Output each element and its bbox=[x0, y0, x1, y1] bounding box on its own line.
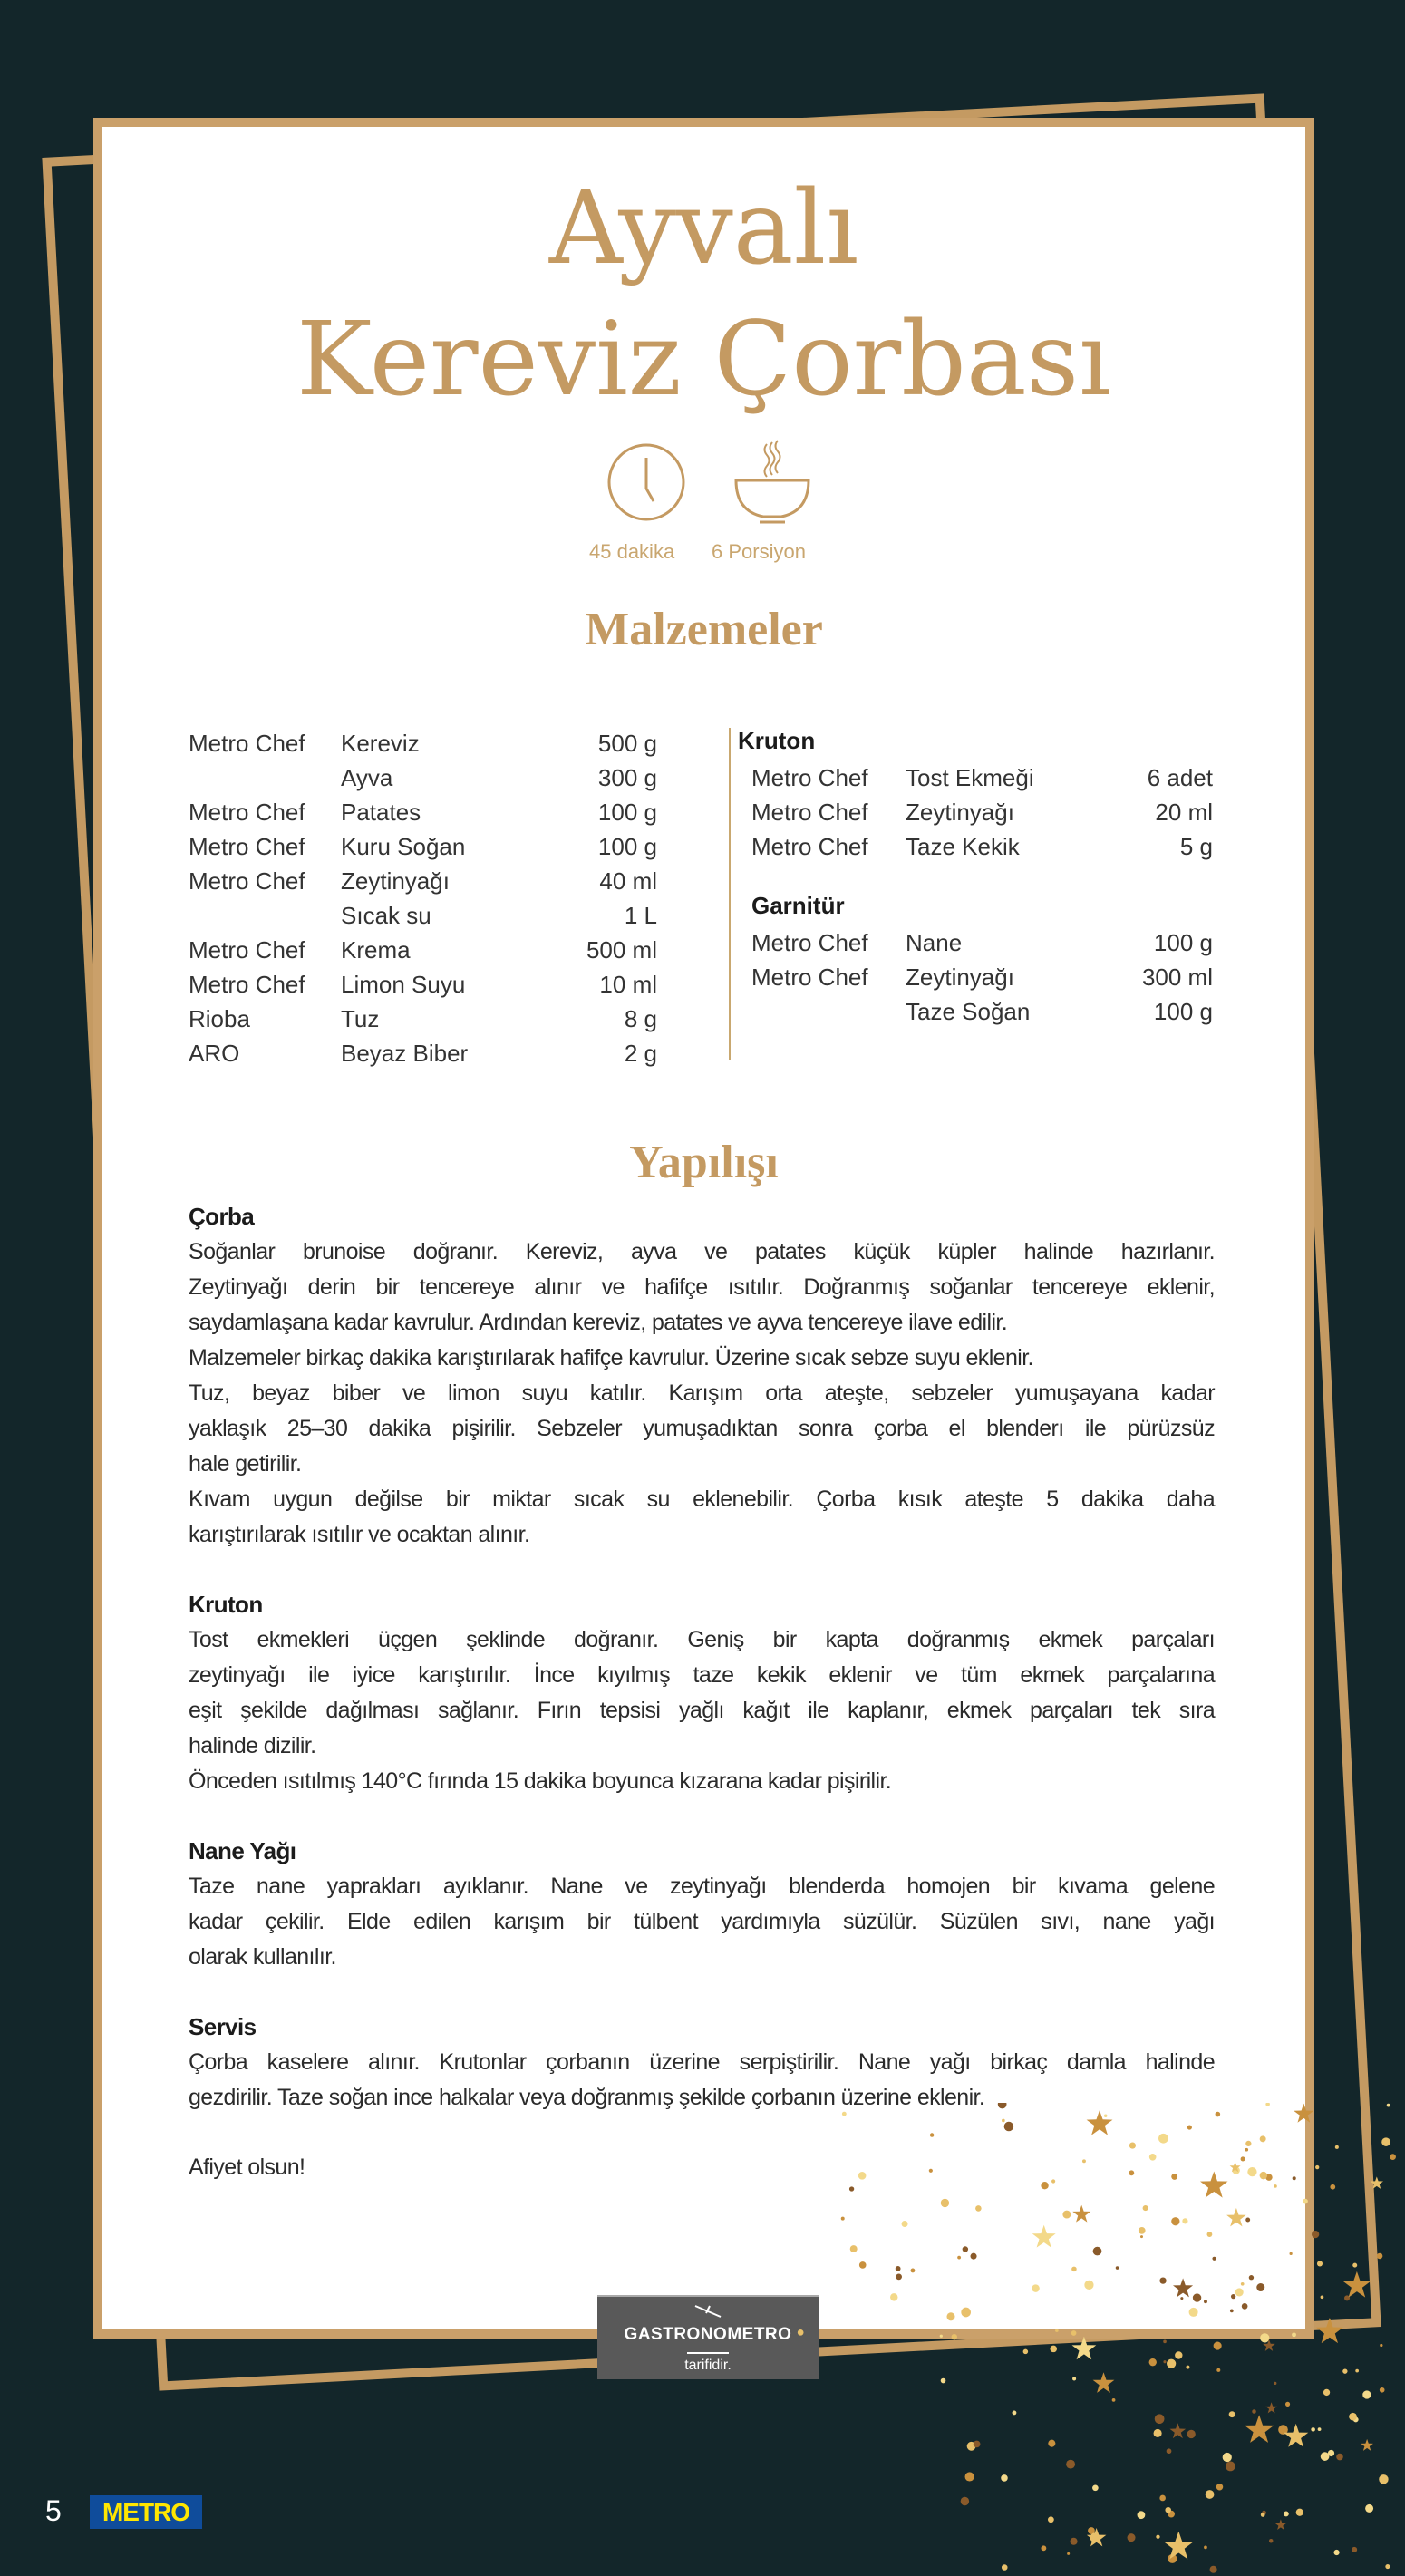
sparkle-dot bbox=[930, 2133, 934, 2136]
sparkle-dot bbox=[1048, 2516, 1054, 2523]
sparkle-dot bbox=[1390, 2154, 1396, 2160]
sparkle-dot bbox=[1041, 2182, 1048, 2189]
sparkle-star-icon bbox=[1072, 2337, 1097, 2360]
sparkle-dot bbox=[1165, 2507, 1171, 2513]
sparkle-dot bbox=[1256, 2283, 1264, 2291]
ingredient-name: Zeytinyağı bbox=[906, 799, 1014, 826]
ingredient-row bbox=[0, 760, 1405, 795]
sparkle-dot bbox=[1071, 2267, 1077, 2272]
sparkle-dot bbox=[1001, 2474, 1008, 2482]
chef-knife-icon bbox=[690, 2302, 726, 2320]
ingredient-name: Tuz bbox=[341, 1005, 380, 1032]
sparkle-dot bbox=[1116, 2266, 1119, 2270]
ingredient-name: Ayva bbox=[341, 764, 393, 791]
sparkle-dot bbox=[1284, 2512, 1289, 2517]
sparkle-dot bbox=[1159, 2495, 1166, 2502]
method-line: Taze nane yaprakları ayıklanır. Nane ve zeytinyağı blenderda homojen bir kıvama gelene bbox=[189, 1874, 1215, 1899]
method-line: olarak kullanılır. bbox=[189, 1944, 336, 1970]
method-line: Malzemeler birkaç dakika karıştırılarak hafifçe kavrulur. Üzerine sıcak sebze suyu eklenir. bbox=[189, 1345, 1033, 1370]
ingredient-row bbox=[0, 829, 1405, 864]
sparkle-dot bbox=[1352, 2263, 1357, 2268]
ingredient-name: Kereviz bbox=[341, 730, 420, 757]
sparkle-dot bbox=[1002, 2564, 1008, 2571]
method-line: Önceden ısıtılmış 140°C fırında 15 dakika boyunca kızarana kadar pişirilir. bbox=[189, 1768, 892, 1794]
sparkle-dot bbox=[1092, 2484, 1099, 2491]
ingredient-name: Beyaz Biber bbox=[341, 1040, 469, 1067]
method-section bbox=[189, 1587, 1215, 1799]
ingredient-row bbox=[0, 960, 1405, 994]
sparkle-dot bbox=[1048, 2440, 1055, 2447]
sparkle-dot bbox=[1163, 2340, 1167, 2344]
sparkle-dot bbox=[1050, 2346, 1057, 2353]
sparkle-dot bbox=[1303, 2199, 1308, 2204]
ingredient-name: Krema bbox=[341, 936, 411, 964]
sparkle-star-icon bbox=[1245, 2415, 1274, 2443]
sparkle-dot bbox=[1223, 2453, 1232, 2462]
ingredient-brand: Metro Chef bbox=[189, 971, 305, 998]
method-heading: Yapılışı bbox=[629, 1137, 779, 1188]
method-line: hale getirilir. bbox=[189, 1451, 302, 1477]
sparkle-dot bbox=[1311, 2427, 1315, 2432]
sparkle-dot bbox=[1380, 2387, 1385, 2393]
sparkle-dot bbox=[1204, 2546, 1207, 2550]
ingredient-row bbox=[0, 1036, 1405, 1070]
sparkle-dot bbox=[1296, 2509, 1303, 2516]
gold-sparkles-decoration bbox=[761, 2103, 1405, 2576]
method-line: zeytinyağı ile iyice karıştırılır. İnce kıyılmış taze kekik eklenir ve tüm ekmek parçalarına bbox=[189, 1662, 1215, 1688]
sparkle-star-icon bbox=[1265, 2402, 1277, 2413]
sparkle-dot bbox=[1265, 2103, 1270, 2106]
sparkle-dot bbox=[1041, 2545, 1046, 2551]
method-line: Soğanlar brunoise doğranır. Kereviz, ayva ve patates küçük küpler halinde hazırlanır. bbox=[189, 1239, 1215, 1264]
method-section bbox=[189, 1834, 1215, 1975]
sparkle-star-icon bbox=[1072, 2205, 1090, 2223]
sparkle-dot bbox=[1362, 2390, 1371, 2398]
sparkle-dot bbox=[1129, 2142, 1136, 2148]
ingredient-brand: Metro Chef bbox=[189, 799, 305, 826]
ingredient-name: Patates bbox=[341, 799, 422, 826]
ingredient-amount: 40 ml bbox=[599, 867, 657, 895]
ingredient-name: Limon Suyu bbox=[341, 971, 466, 998]
sparkle-star-icon bbox=[1275, 2519, 1286, 2530]
sparkle-dot bbox=[1171, 2174, 1177, 2180]
sparkle-dot bbox=[1055, 2329, 1059, 2332]
servings-label: 6 Porsiyon bbox=[712, 540, 806, 563]
sparkle-dot bbox=[1365, 2504, 1373, 2513]
sparkle-star-icon bbox=[1200, 2172, 1228, 2198]
sparkle-dot bbox=[1355, 2369, 1359, 2373]
ingredient-amount: 8 g bbox=[624, 1005, 657, 1032]
sparkle-star-icon bbox=[1032, 2225, 1056, 2248]
sparkle-dot bbox=[1231, 2294, 1235, 2299]
ingredient-brand: ARO bbox=[189, 1040, 240, 1067]
sparkle-dot bbox=[961, 2308, 971, 2318]
sparkle-dot bbox=[1274, 2184, 1277, 2188]
ingredient-name: Zeytinyağı bbox=[906, 964, 1014, 991]
sparkle-dot bbox=[1229, 2411, 1235, 2417]
ingredient-row bbox=[0, 795, 1405, 829]
method-line: Zeytinyağı derin bir tencereye alınır ve hafifçe ısıtılır. Doğranmış soğanlar tencereye eklenir, bbox=[189, 1274, 1215, 1300]
ingredient-amount: 100 g bbox=[597, 799, 657, 826]
sparkle-dot bbox=[1285, 2402, 1290, 2407]
ingredient-name: Taze Soğan bbox=[906, 998, 1031, 1025]
sparkle-dot bbox=[1292, 2332, 1296, 2337]
time-label: 45 dakika bbox=[589, 540, 675, 563]
method-line: yaklaşık 25–30 dakika pişirilir. Sebzeler yumuşadıktan sonra çorba el blenderı ile pürüzsüz bbox=[189, 1416, 1215, 1441]
sparkle-dot bbox=[1342, 2368, 1347, 2373]
sparkle-dot bbox=[1167, 2359, 1176, 2368]
ingredient-brand: Metro Chef bbox=[751, 833, 868, 860]
ingredient-name: Kuru Soğan bbox=[341, 833, 466, 860]
sparkle-dot bbox=[1004, 2122, 1014, 2132]
sparkle-dot bbox=[940, 2335, 943, 2338]
sparkle-dot bbox=[1189, 2308, 1198, 2317]
sparkle-dot bbox=[859, 2261, 867, 2269]
ingredient-brand: Metro Chef bbox=[189, 867, 305, 895]
sparkle-dot bbox=[1293, 2176, 1296, 2180]
method-line: Kıvam uygun değilse bir miktar sıcak su eklenebilir. Çorba kısık ateşte 5 dakika daha bbox=[189, 1487, 1215, 1512]
sparkle-dot bbox=[1159, 2277, 1166, 2283]
ingredient-name: Taze Kekik bbox=[906, 833, 1020, 860]
ingredient-row bbox=[0, 994, 1405, 1029]
sparkle-dot bbox=[1380, 2344, 1382, 2347]
sparkle-dot bbox=[1143, 2205, 1148, 2211]
sparkle-dot bbox=[1235, 2288, 1244, 2296]
sparkle-dot bbox=[929, 2169, 933, 2173]
method-subheading: Nane Yağı bbox=[189, 1837, 296, 1864]
soup-bowl-icon bbox=[727, 437, 814, 526]
ingredient-brand: Metro Chef bbox=[189, 936, 305, 964]
ingredient-amount: 6 adet bbox=[1147, 764, 1213, 791]
sparkle-dot bbox=[841, 2217, 845, 2221]
sparkle-dot bbox=[1206, 2490, 1215, 2499]
badge-divider bbox=[687, 2352, 729, 2354]
ingredient-row bbox=[0, 726, 1405, 760]
sparkle-dot bbox=[858, 2172, 867, 2180]
ingredient-amount: 100 g bbox=[597, 833, 657, 860]
sparkle-dot bbox=[1261, 2513, 1265, 2517]
sparkle-dot bbox=[1245, 2148, 1248, 2152]
sparkle-dot bbox=[1067, 2552, 1070, 2555]
sparkle-dot bbox=[1032, 2284, 1039, 2291]
ingredient-brand: Metro Chef bbox=[189, 833, 305, 860]
closing-text: Afiyet olsun! bbox=[189, 2155, 305, 2180]
sparkle-dot bbox=[1260, 2333, 1269, 2342]
sparkle-dot bbox=[1139, 2227, 1146, 2234]
ingredients-heading: Malzemeler bbox=[585, 604, 823, 655]
sparkle-dot bbox=[1385, 2564, 1390, 2569]
sparkle-dot bbox=[1093, 2247, 1102, 2256]
sparkle-dot bbox=[1216, 2484, 1223, 2490]
sparkle-dot bbox=[1212, 2257, 1216, 2261]
page-number: 5 bbox=[45, 2494, 62, 2527]
sparkle-dot bbox=[1140, 2235, 1143, 2238]
sparkle-dot bbox=[1204, 2300, 1207, 2303]
sparkle-dot bbox=[1377, 2253, 1383, 2260]
sparkle-dot bbox=[1128, 2533, 1136, 2542]
method-subheading: Kruton bbox=[189, 1591, 263, 1618]
sparkle-dot bbox=[798, 2329, 804, 2336]
sparkle-dot bbox=[1321, 2295, 1324, 2299]
sparkle-dot bbox=[1186, 2366, 1189, 2369]
sparkle-dot bbox=[1002, 2119, 1005, 2123]
ingredient-name: Nane bbox=[906, 929, 963, 956]
sparkle-dot bbox=[1242, 2303, 1248, 2310]
sparkle-dot bbox=[1349, 2413, 1357, 2421]
sparkle-star-icon bbox=[1164, 2532, 1193, 2560]
sparkle-star-icon bbox=[1173, 2278, 1193, 2297]
ingredient-amount: 500 ml bbox=[586, 936, 657, 964]
sparkle-star-icon bbox=[1316, 2318, 1343, 2343]
sparkle-dot bbox=[1290, 2252, 1293, 2255]
recipe-title-line1: Ayvalı bbox=[548, 169, 859, 287]
sparkle-dot bbox=[1187, 2430, 1196, 2438]
sparkle-dot bbox=[1333, 2550, 1339, 2555]
sparkle-dot bbox=[1129, 2170, 1134, 2175]
sparkle-dot bbox=[1066, 2460, 1075, 2469]
sparkle-dot bbox=[998, 2103, 1007, 2108]
ingredient-brand: Metro Chef bbox=[189, 730, 305, 757]
metro-logo: METRO bbox=[90, 2495, 202, 2529]
ingredient-amount: 5 g bbox=[1179, 833, 1213, 860]
sparkle-dot bbox=[1315, 2165, 1319, 2169]
ingredient-name: Sıcak su bbox=[341, 902, 431, 929]
method-subheading: Çorba bbox=[189, 1203, 255, 1230]
sparkle-dot bbox=[1155, 2414, 1165, 2424]
clock-icon bbox=[606, 441, 687, 523]
method-line: gezdirilir. Taze soğan ince halkalar veya doğranmış şekilde çorbanın üzerine eklenir. bbox=[189, 2085, 985, 2110]
sparkle-dot bbox=[1381, 2137, 1390, 2146]
sparkle-dot bbox=[849, 2186, 854, 2191]
sparkle-dot bbox=[1149, 2154, 1157, 2161]
sparkle-dot bbox=[963, 2246, 968, 2252]
ingredient-brand: Metro Chef bbox=[751, 929, 868, 956]
sparkle-dot bbox=[1335, 2145, 1339, 2149]
sparkle-dot bbox=[1330, 2184, 1335, 2190]
ingredient-amount: 10 ml bbox=[599, 971, 657, 998]
sparkle-dot bbox=[1336, 2454, 1343, 2461]
sparkle-dot bbox=[1051, 2179, 1055, 2183]
sparkle-dot bbox=[1062, 2211, 1071, 2219]
method-line: karıştırılarak ısıtılır ve ocaktan alınır. bbox=[189, 1522, 530, 1547]
method-line: Tuz, beyaz biber ve limon suyu katılır. Karışım orta ateşte, sebzeler yumuşayana kadar bbox=[189, 1380, 1215, 1406]
kruton-ingredients-heading: Kruton bbox=[738, 727, 816, 754]
sparkle-dot bbox=[1071, 2330, 1077, 2336]
sparkle-dot bbox=[1226, 2462, 1235, 2472]
sparkle-dot bbox=[1023, 2349, 1029, 2355]
ingredient-row bbox=[0, 864, 1405, 898]
sparkle-dot bbox=[902, 2221, 908, 2227]
sparkle-dot bbox=[1072, 2377, 1076, 2380]
sparkle-dot bbox=[1214, 2341, 1222, 2349]
sparkle-dot bbox=[1321, 2452, 1330, 2461]
method-line: Çorba kaselere alınır. Krutonlar çorbanın üzerine serpiştirilir. Nane yağı birkaç damla halinde bbox=[189, 2049, 1215, 2075]
sparkle-star-icon bbox=[1226, 2208, 1246, 2227]
ingredient-brand: Metro Chef bbox=[751, 764, 868, 791]
sparkle-dot bbox=[1241, 2282, 1245, 2286]
sparkle-dot bbox=[1082, 2159, 1086, 2163]
sparkle-dot bbox=[1260, 2172, 1267, 2179]
method-section bbox=[189, 1199, 1215, 1553]
sparkle-dot bbox=[1154, 2429, 1162, 2437]
sparkle-dot bbox=[911, 2269, 916, 2273]
ingredient-amount: 100 g bbox=[1153, 929, 1213, 956]
sparkle-dot bbox=[1318, 2427, 1322, 2431]
sparkle-dot bbox=[1216, 2112, 1221, 2117]
sparkle-dot bbox=[1175, 2351, 1182, 2358]
ingredient-amount: 1 L bbox=[624, 902, 657, 929]
sparkle-star-icon bbox=[1361, 2439, 1373, 2451]
sparkle-dot bbox=[975, 2205, 982, 2212]
ingredient-brand: Rioba bbox=[189, 1005, 250, 1032]
sparkle-dot bbox=[1210, 2566, 1217, 2573]
sparkle-dot bbox=[850, 2245, 858, 2252]
method-line: saydamlaşana kadar kavrulur. Ardından kereviz, patates ve ayva tencereye ilave edilir. bbox=[189, 1310, 1008, 1335]
ingredient-amount: 500 g bbox=[597, 730, 657, 757]
sparkle-dot bbox=[1230, 2310, 1234, 2313]
sparkle-star-icon bbox=[1087, 2110, 1113, 2135]
ingredient-name: Zeytinyağı bbox=[341, 867, 450, 895]
sparkle-dot bbox=[1112, 2398, 1116, 2402]
sparkle-dot bbox=[1312, 2231, 1319, 2238]
sparkle-dot bbox=[1084, 2281, 1093, 2290]
sparkle-dot bbox=[1216, 2368, 1220, 2372]
sparkle-dot bbox=[1352, 2547, 1357, 2552]
sparkle-dot bbox=[1323, 2389, 1330, 2396]
ingredient-brand: Metro Chef bbox=[751, 964, 868, 991]
ingredient-amount: 300 ml bbox=[1141, 964, 1213, 991]
ingredient-amount: 2 g bbox=[624, 1040, 657, 1067]
sparkle-dot bbox=[941, 2199, 949, 2207]
garnitur-ingredients-heading: Garnitür bbox=[751, 892, 845, 919]
sparkle-dot bbox=[896, 2266, 901, 2271]
method-line: eşit şekilde dağılması sağlanır. Fırın tepsisi yağlı kağıt ile kaplanır, ekmek parçaları tek sıra bbox=[189, 1698, 1215, 1723]
sparkle-dot bbox=[1252, 2409, 1256, 2414]
badge-brand: GASTRONOMETRO bbox=[624, 2325, 792, 2344]
sparkle-dot bbox=[1149, 2358, 1157, 2366]
sparkle-star-icon bbox=[1371, 2176, 1383, 2189]
sparkle-dot bbox=[965, 2472, 974, 2481]
sparkle-star-icon bbox=[1093, 2372, 1115, 2393]
sparkle-dot bbox=[1274, 2382, 1276, 2385]
sparkle-dot bbox=[1247, 2167, 1256, 2176]
sparkle-dot bbox=[1070, 2538, 1077, 2545]
sparkle-dot bbox=[952, 2334, 957, 2339]
method-line: Tost ekmekleri üçgen şeklinde doğranır. Geniş bir kapta doğranmış ekmek parçaları bbox=[189, 1627, 1215, 1652]
sparkle-star-icon bbox=[1170, 2423, 1187, 2438]
sparkle-dot bbox=[1245, 2218, 1250, 2223]
sparkle-dot bbox=[1171, 2217, 1179, 2225]
ingredient-amount: 100 g bbox=[1153, 998, 1213, 1025]
sparkle-dot bbox=[971, 2253, 977, 2260]
sparkle-dot bbox=[946, 2312, 954, 2320]
ingredient-name: Tost Ekmeği bbox=[906, 764, 1034, 791]
sparkle-dot bbox=[896, 2274, 902, 2281]
sparkle-dot bbox=[941, 2378, 946, 2384]
sparkle-dot bbox=[1269, 2539, 1273, 2542]
ingredient-brand: Metro Chef bbox=[751, 799, 868, 826]
method-line: halinde dizilir. bbox=[189, 1733, 316, 1758]
sparkle-dot bbox=[1207, 2232, 1213, 2237]
sparkle-dot bbox=[1167, 2448, 1172, 2454]
sparkle-dot bbox=[1163, 2360, 1166, 2363]
ingredient-row bbox=[0, 925, 1405, 960]
sparkle-star-icon bbox=[1343, 2271, 1371, 2298]
sparkle-dot bbox=[842, 2112, 847, 2116]
sparkle-dot bbox=[1138, 2511, 1146, 2519]
method-subheading: Servis bbox=[189, 2013, 257, 2040]
method-body bbox=[189, 1199, 1215, 2185]
sparkle-dot bbox=[1317, 2261, 1323, 2266]
sparkle-star-icon bbox=[1284, 2424, 1308, 2447]
sparkle-dot bbox=[1260, 2135, 1266, 2142]
method-line: kadar çekilir. Elde edilen karışım bir tülbent yardımıyla süzülür. Süzülen sıvı, nane yağı bbox=[189, 1909, 1215, 1934]
sparkle-dot bbox=[1241, 2156, 1245, 2161]
sparkle-dot bbox=[1245, 2141, 1251, 2146]
sparkle-dot bbox=[1180, 2297, 1183, 2300]
sparkle-star-icon bbox=[1294, 2104, 1313, 2123]
sparkle-dot bbox=[957, 2256, 961, 2260]
sparkle-dot bbox=[974, 2441, 981, 2448]
sparkle-dot bbox=[890, 2293, 897, 2300]
sparkle-dot bbox=[1379, 2474, 1388, 2484]
sparkle-dot bbox=[1249, 2275, 1254, 2280]
ingredient-amount: 300 g bbox=[597, 764, 657, 791]
sparkle-dot bbox=[1387, 2104, 1390, 2107]
sparkle-dot bbox=[1182, 2218, 1187, 2223]
recipe-title-line2: Kereviz Çorbası bbox=[296, 301, 1111, 419]
sparkle-dot bbox=[1187, 2125, 1192, 2129]
sparkle-dot bbox=[961, 2497, 969, 2505]
sparkle-dot bbox=[1104, 2115, 1107, 2117]
ingredient-amount: 20 ml bbox=[1155, 799, 1213, 826]
sparkle-dot bbox=[1156, 2535, 1159, 2539]
sparkle-dot bbox=[1193, 2293, 1201, 2301]
badge-subtitle: tarifidir. bbox=[684, 2358, 732, 2373]
method-section bbox=[189, 2009, 1215, 2116]
sparkle-dot bbox=[1158, 2134, 1168, 2144]
sparkle-dot bbox=[1013, 2411, 1017, 2416]
